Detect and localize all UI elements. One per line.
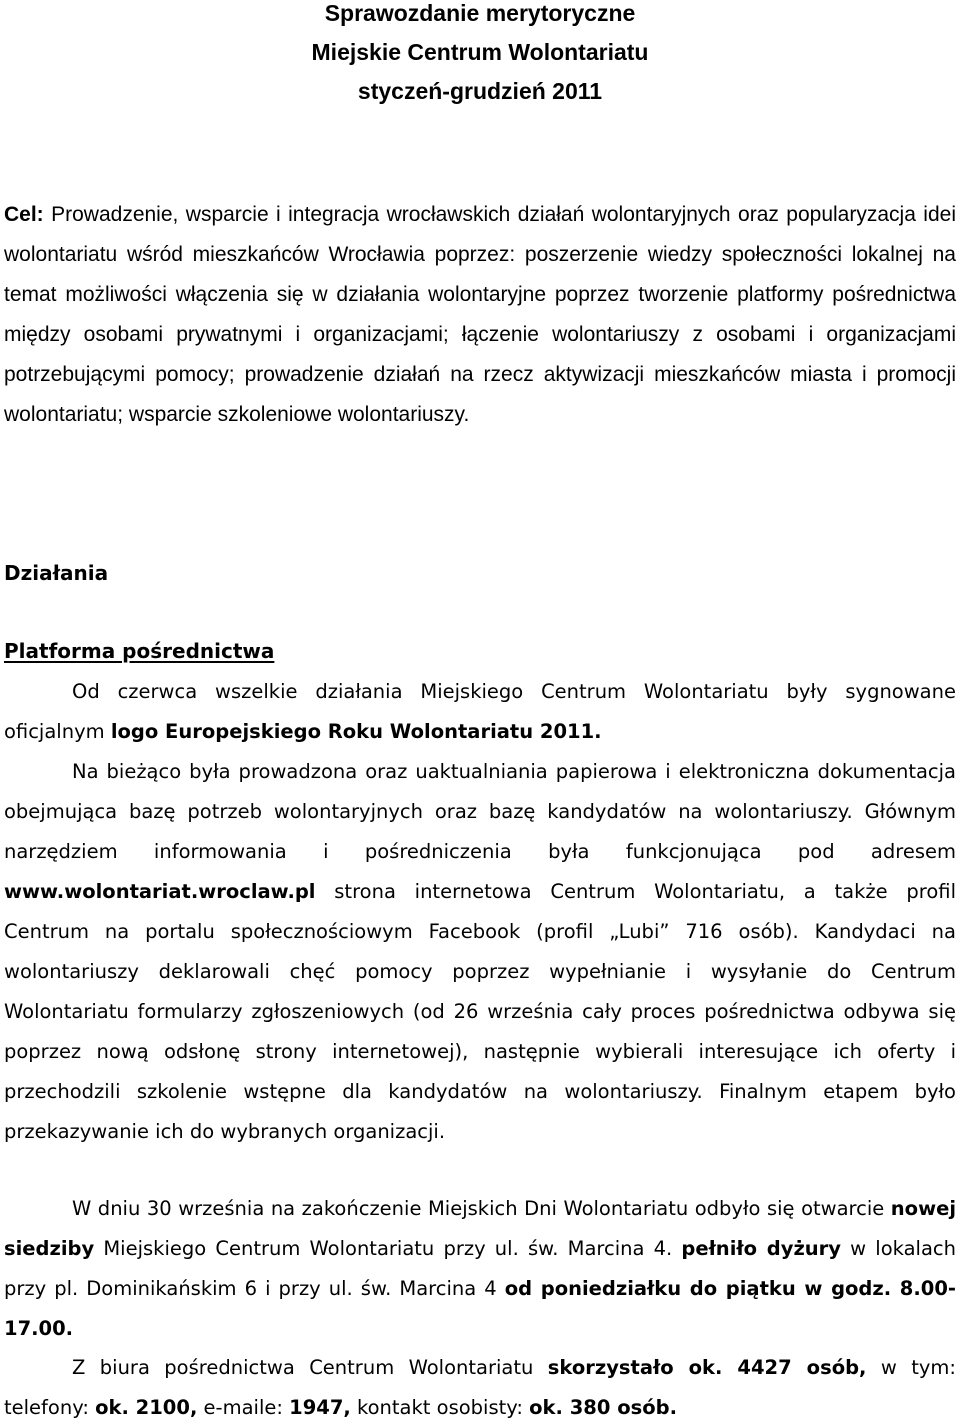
paragraph-documentation-text-2: strona internetowa Centrum Wolontariatu, a także profil Centrum na portalu społecznościowym Facebook (profil „Lubi” 716 osób). Kandydaci na wolontariuszy deklarowali chęć pomocy poprzez wypełnianie i wysyłanie do Centrum Wolontariatu formularzy zgłoszeniowych (od 26 września cały proces pośrednictwa odbywa się poprzez nową odsłonę strony internetowej), następnie wybierali interesujące ich oferty i przechodzili szkolenie wstępne dla kandydatów na wolontariuszy. Finalnym etapem było przekazywanie ich do wybranych organizacji.	[4, 880, 956, 1143]
paragraph-logo-bold: logo Europejskiego Roku Wolontariatu 2011.	[110, 720, 602, 743]
website-address: www.wolontariat.wroclaw.pl	[4, 880, 316, 903]
office-hours-bold: od poniedziałku do piątku w godz. 8.00-17.00.	[4, 1277, 956, 1340]
statistics-text-4: kontakt osobisty:	[350, 1396, 530, 1419]
statistics-text-2: w tym: telefony:	[4, 1356, 956, 1419]
new-office-bold: nowej siedziby	[4, 1197, 956, 1260]
goal-text: Prowadzenie, wsparcie i integracja wrocławskich działań wolontaryjnych oraz popularyzacja idei wolontariatu wśród mieszkańców Wrocławia poprzez: poszerzenie wiedzy społeczności lokalnej na temat możliwości włączenia się w działania wolontaryjne poprzez tworzenie platformy pośrednictwa między osobami prywatnymi i organizacjami; łączenie wolontariuszy z osobami i organizacjami potrzebującymi pomocy; prowadzenie działań na rzecz aktywizacji mieszkańców miasta i promocji wolontariatu; wsparcie szkoleniowe wolontariuszy.	[4, 203, 956, 426]
section-heading: Działania	[4, 561, 109, 585]
paragraph-new-office-text-2: Miejskiego Centrum Wolontariatu przy ul. św. Marcina 4.	[94, 1237, 682, 1260]
goal-paragraph	[4, 195, 956, 435]
statistics-personal: ok. 380 osób.	[529, 1396, 677, 1419]
statistics-text-3: e-maile:	[197, 1396, 290, 1419]
organization-name: Miejskie Centrum Wolontariatu	[311, 39, 649, 65]
report-period: styczeń-grudzień 2011	[357, 78, 603, 104]
goal-label: Cel:	[4, 203, 44, 226]
paragraph-statistics	[4, 1348, 956, 1428]
paragraph-logo	[4, 672, 956, 752]
report-title: Sprawozdanie merytoryczne	[324, 0, 636, 26]
paragraph-documentation-text-1: Na bieżąco była prowadzona oraz uaktualniania papierowa i elektroniczna dokumentacja obejmująca bazę potrzeb wolontaryjnych oraz bazę kandydatów na wolontariuszy. Głównym narzędziem informowania i pośredniczenia była funkcjonująca pod adresem	[4, 760, 956, 863]
section-subheading: Platforma pośrednictwa	[4, 639, 275, 663]
paragraph-new-office-text-1: W dniu 30 września na zakończenie Miejskich Dni Wolontariatu odbyło się otwarcie	[72, 1197, 891, 1220]
paragraph-logo-text: Od czerwca wszelkie działania Miejskiego Centrum Wolontariatu były sygnowane oficjalnym	[4, 680, 956, 743]
paragraph-new-office-text-3: w lokalach przy pl. Dominikańskim 6 i przy ul. św. Marcina 4	[4, 1237, 957, 1300]
duty-bold: pełniło dyżury	[681, 1237, 842, 1260]
paragraph-documentation	[4, 752, 956, 1152]
statistics-text-1: Z biura pośrednictwa Centrum Wolontariatu	[72, 1356, 548, 1379]
statistics-phone: ok. 2100,	[95, 1396, 198, 1419]
statistics-total: skorzystało ok. 4427 osób,	[547, 1356, 867, 1379]
statistics-email: 1947,	[289, 1396, 351, 1419]
paragraph-new-office	[4, 1189, 956, 1349]
